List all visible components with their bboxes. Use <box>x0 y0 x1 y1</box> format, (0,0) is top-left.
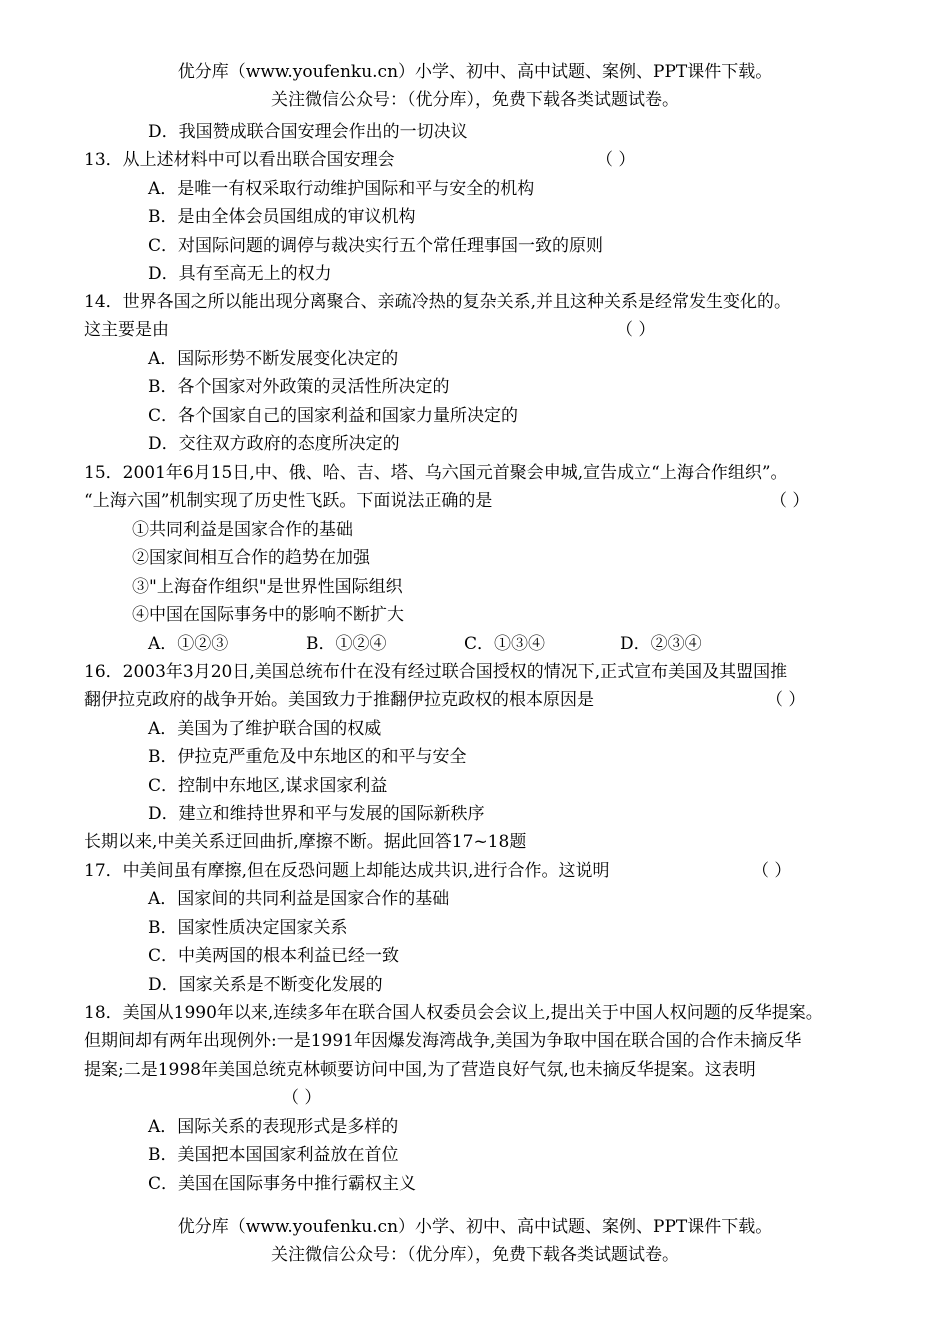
prev-option-d: D．我国赞成联合国安理会作出的一切决议 <box>148 122 468 142</box>
q17-answer-paren: （ ） <box>752 861 792 881</box>
q13-option-a: A．是唯一有权采取行动维护国际和平与安全的机构 <box>148 179 535 199</box>
header-line-1: 优分库（www.youfenku.cn）小学、初中、高中试题、案例、PPT课件下载。 <box>177 62 773 82</box>
q18-stem-line-2: 但期间却有两年出现例外:一是1991年因爆发海湾战争,美国为争取中国在联合国的合作未摘反华 <box>84 1031 802 1051</box>
q14-option-c: C．各个国家自己的国家利益和国家力量所决定的 <box>148 406 519 426</box>
q18-option-b: B．美国把本国国家利益放在首位 <box>148 1145 399 1165</box>
q14-stem-line-2: 这主要是由 <box>84 320 169 340</box>
q16-answer-paren: （ ） <box>766 690 806 710</box>
q16-stem-line-2: 翻伊拉克政府的战争开始。美国致力于推翻伊拉克政权的根本原因是 <box>84 690 594 710</box>
q15-item-4: ④中国在国际事务中的影响不断扩大 <box>132 605 404 625</box>
q18-stem-line-3: 提案;二是1998年美国总统克林顿要访问中国,为了营造良好气氛,也未摘反华提案。这表明 <box>84 1060 756 1080</box>
q13-option-d: D．具有至高无上的权力 <box>148 264 332 284</box>
q14-option-b: B．各个国家对外政策的灵活性所决定的 <box>148 377 450 397</box>
q17-option-a: A．国家间的共同利益是国家合作的基础 <box>148 889 450 909</box>
q14-stem-line-1: 14．世界各国之所以能出现分离聚合、亲疏冷热的复杂关系,并且这种关系是经常发生变化的。 <box>84 292 792 312</box>
q18-option-c: C．美国在国际事务中推行霸权主义 <box>148 1174 417 1194</box>
q17-option-d: D．国家关系是不断变化发展的 <box>148 975 383 995</box>
q15-item-3: ③"上海奋作组织"是世界性国际组织 <box>132 577 403 597</box>
q15-choice-b: B．①②④ <box>306 634 387 654</box>
q15-answer-paren: （ ） <box>770 491 810 511</box>
q14-option-d: D．交往双方政府的态度所决定的 <box>148 434 400 454</box>
q16-stem-line-1: 16．2003年3月20日,美国总统布什在没有经过联合国授权的情况下,正式宣布美国及其盟国推 <box>84 662 788 682</box>
q16-option-d: D．建立和维持世界和平与发展的国际新秩序 <box>148 804 485 824</box>
q17-option-b: B．国家性质决定国家关系 <box>148 918 348 938</box>
q14-option-a: A．国际形势不断发展变化决定的 <box>148 349 399 369</box>
q13-option-c: C．对国际问题的调停与裁决实行五个常任理事国一致的原则 <box>148 236 604 256</box>
q16-option-a: A．美国为了维护联合国的权威 <box>148 719 382 739</box>
footer-line-2: 关注微信公众号：（优分库），免费下载各类试题试卷。 <box>271 1245 679 1265</box>
q13-option-b: B．是由全体会员国组成的审议机构 <box>148 207 416 227</box>
q15-item-2: ②国家间相互合作的趋势在加强 <box>132 548 370 568</box>
q14-answer-paren: （ ） <box>616 320 656 340</box>
q13-stem: 13．从上述材料中可以看出联合国安理会 <box>84 150 395 170</box>
q15-choice-d: D．②③④ <box>620 634 702 654</box>
q16-option-c: C．控制中东地区,谋求国家利益 <box>148 776 388 796</box>
q13-answer-paren: （ ） <box>596 150 636 170</box>
q15-stem-line-2: “上海六国”机制实现了历史性飞跃。下面说法正确的是 <box>84 491 493 511</box>
header-line-2: 关注微信公众号：（优分库），免费下载各类试题试卷。 <box>271 90 679 110</box>
q17-stem: 17．中美间虽有摩擦,但在反恐问题上却能达成共识,进行合作。这说明 <box>84 861 610 881</box>
q16-option-b: B．伊拉克严重危及中东地区的和平与安全 <box>148 747 467 767</box>
q17-18-intro: 长期以来,中美关系迂回曲折,摩擦不断。据此回答17~18题 <box>84 832 527 852</box>
q15-stem-line-1: 15．2001年6月15日,中、俄、哈、吉、塔、乌六国元首聚会申城,宣告成立“上海合作组织”。 <box>84 463 788 483</box>
q18-option-a: A．国际关系的表现形式是多样的 <box>148 1117 399 1137</box>
q18-answer-paren: （ ） <box>282 1088 322 1108</box>
q17-option-c: C．中美两国的根本利益已经一致 <box>148 946 400 966</box>
q15-choice-c: C．①③④ <box>464 634 546 654</box>
footer-line-1: 优分库（www.youfenku.cn）小学、初中、高中试题、案例、PPT课件下载。 <box>177 1217 773 1237</box>
q15-choice-a: A．①②③ <box>148 634 229 654</box>
q15-item-1: ①共同利益是国家合作的基础 <box>132 520 353 540</box>
q18-stem-line-1: 18．美国从1990年以来,连续多年在联合国人权委员会会议上,提出关于中国人权问题的反华提案。 <box>84 1003 823 1023</box>
